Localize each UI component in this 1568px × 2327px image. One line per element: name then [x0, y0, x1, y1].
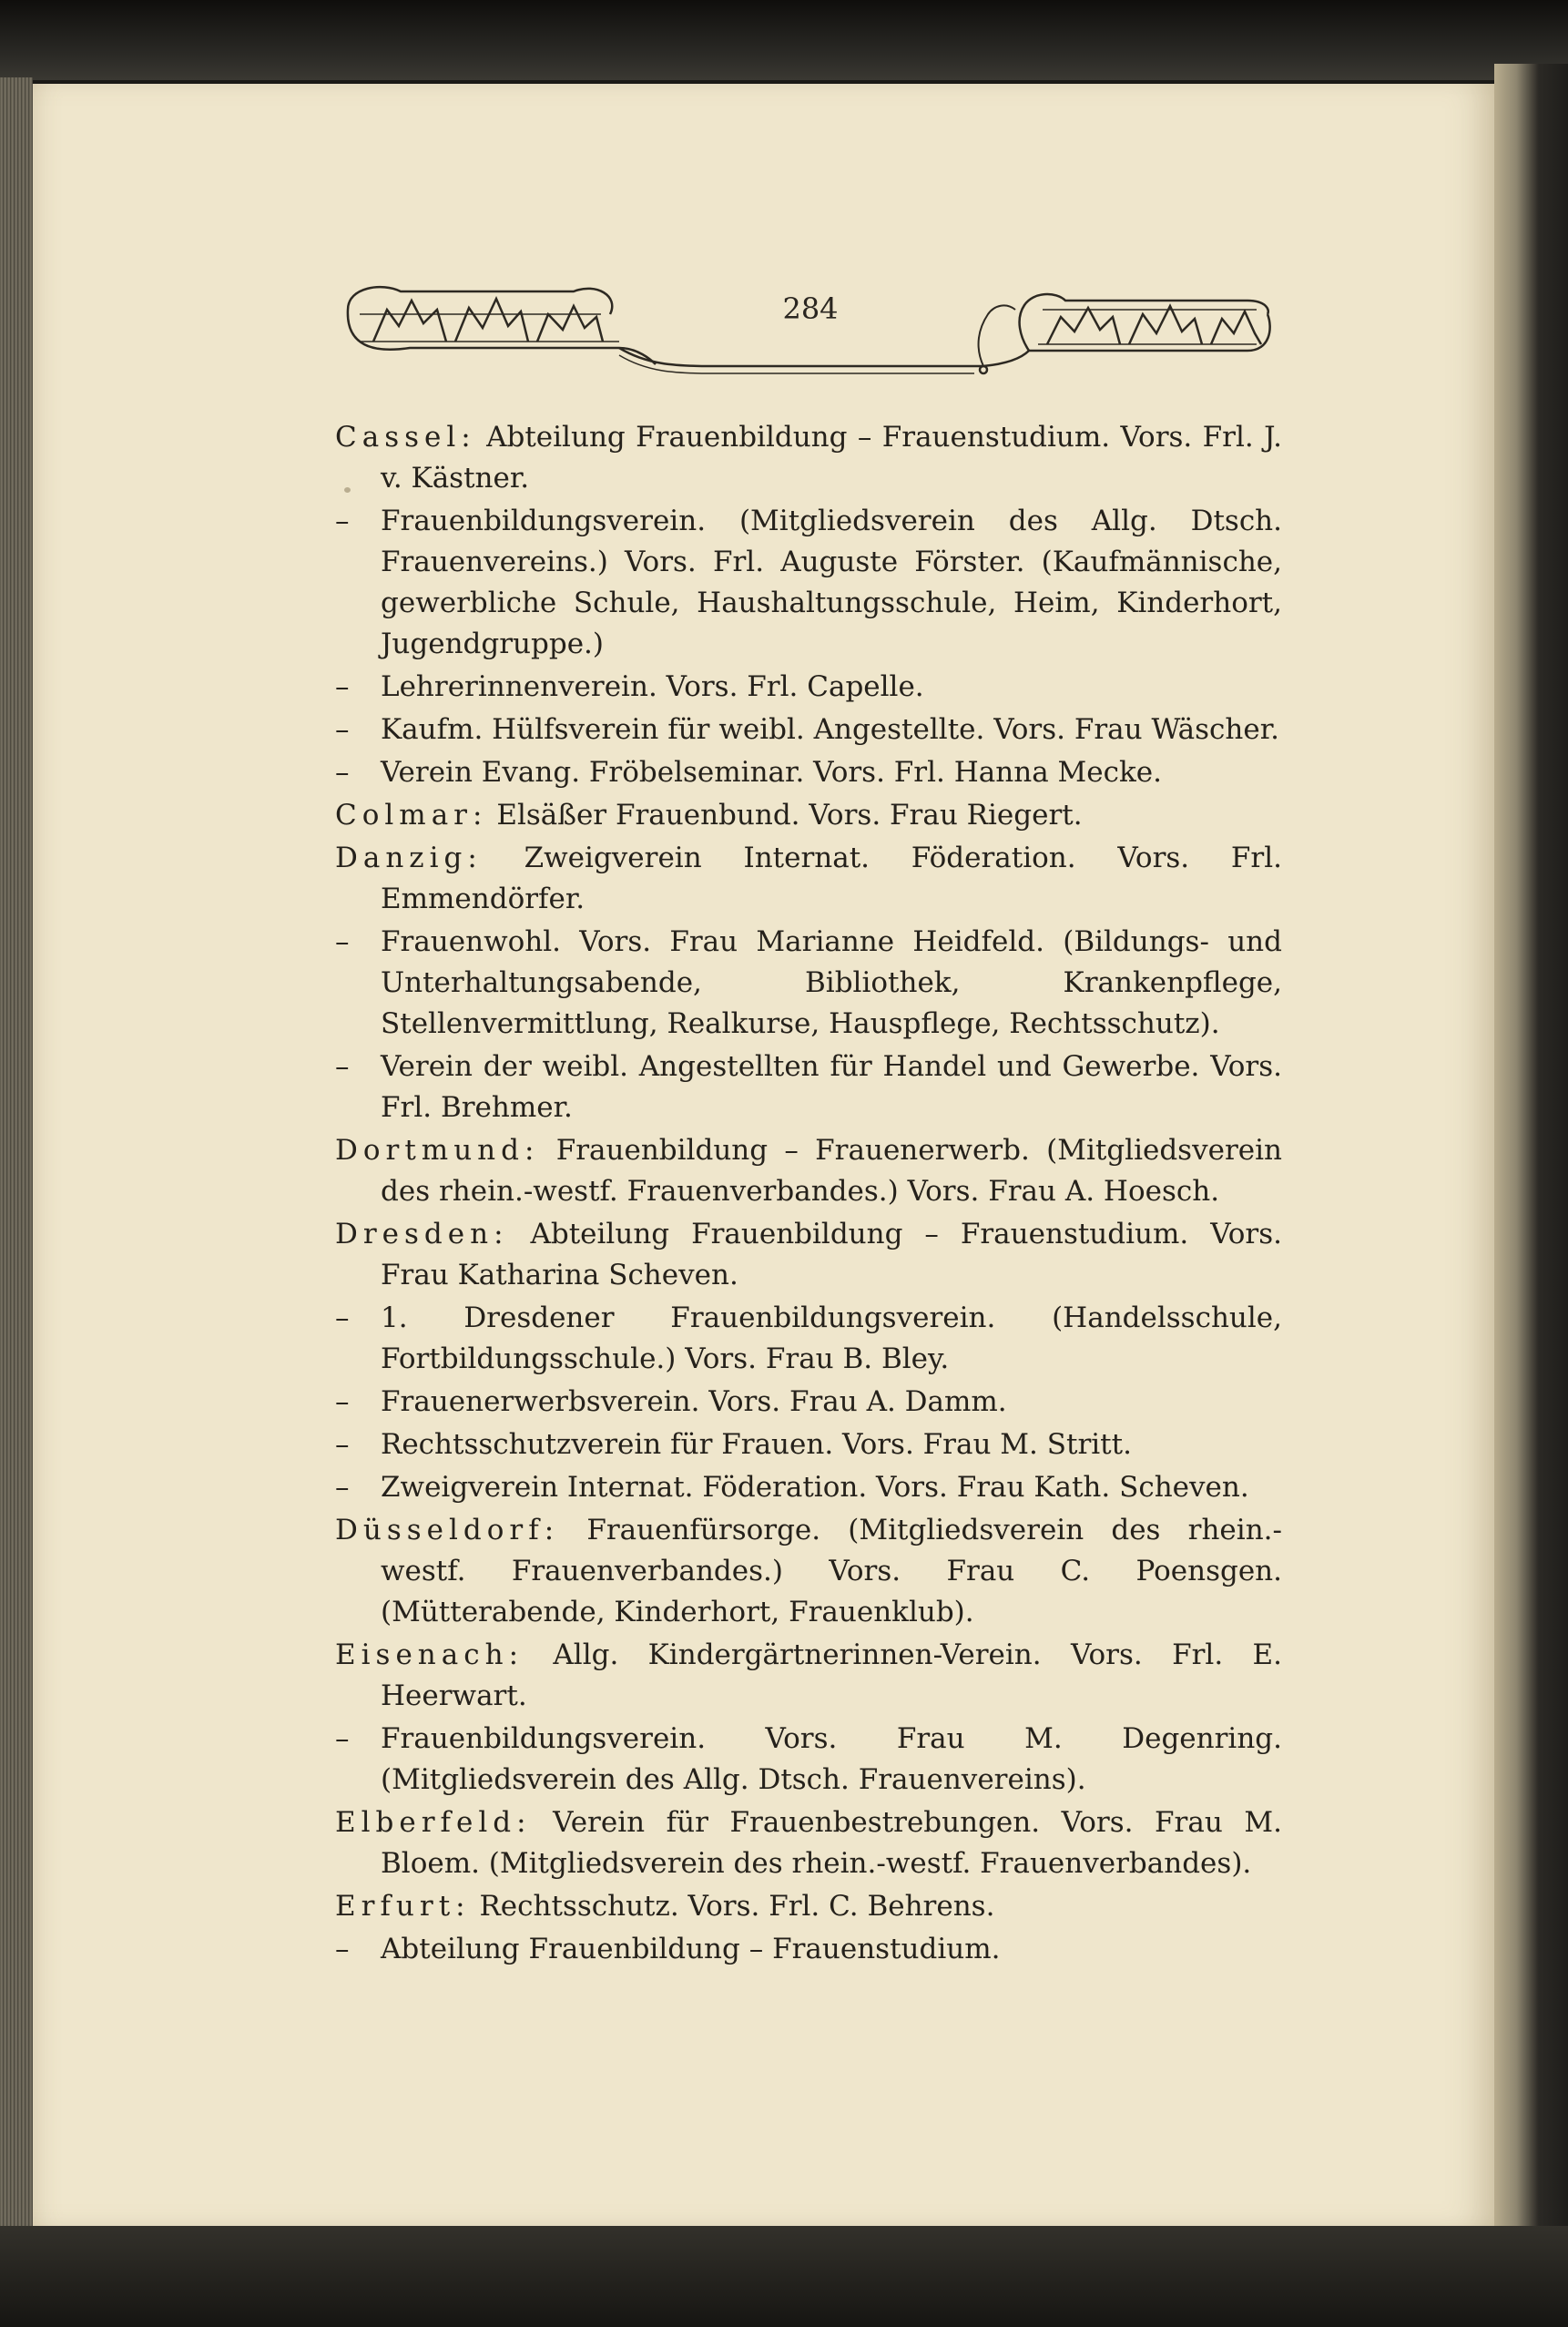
entry-sub	[335, 709, 1282, 750]
city-name: Eisenach:	[335, 1638, 524, 1671]
entry-sub	[335, 1382, 1282, 1423]
city-name: Düsseldorf:	[335, 1514, 560, 1546]
entry-text: Kaufm. Hülfsverein für weibl. Angestellte. Vors. Frau Wäscher.	[381, 713, 1279, 746]
entry-sub	[335, 1467, 1282, 1508]
page-number: 284	[782, 291, 839, 326]
city-name: Cassel:	[335, 421, 476, 454]
entry-duesseldorf	[335, 1510, 1282, 1633]
entry-text: Frauenbildungsverein. (Mitgliedsverein des Allg. Dtsch. Frauenvereins.) Vors. Frl. Auguste Förster. (Kaufmännische, gewerbliche Schule, Haushaltungsschule, Heim, Kinderhort, Jugendgruppe.)	[381, 505, 1282, 660]
entry-text: Allg. Kindergärtnerinnen-Verein. Vors. Frl. E. Heerwart.	[381, 1638, 1283, 1712]
entry-erfurt	[335, 1886, 1282, 1927]
page-stack-edge	[0, 77, 33, 2236]
entry-text: Zweigverein Internat. Föderation. Vors. Frau Kath. Scheven.	[381, 1471, 1249, 1504]
entry-text: Frauenerwerbsverein. Vors. Frau A. Damm.	[381, 1385, 1007, 1418]
entry-sub	[335, 501, 1282, 665]
entry-text: Frauenbildungsverein. Vors. Frau M. Degenring. (Mitgliedsverein des Allg. Dtsch. Frauenvereins).	[381, 1722, 1282, 1796]
entry-dresden	[335, 1214, 1282, 1296]
entry-sub	[335, 1929, 1282, 1970]
entry-text: Rechtsschutz. Vors. Frl. C. Behrens.	[479, 1890, 995, 1923]
entry-text: Abteilung Frauenbildung – Frauenstudium.	[381, 1933, 1001, 1965]
city-name: Dresden:	[335, 1218, 509, 1250]
book-binding-bottom	[0, 2226, 1568, 2327]
entry-text: 1. Dresdener Frauenbildungsverein. (Handelsschule, Fortbildungsschule.) Vors. Frau B. Bley.	[381, 1301, 1282, 1375]
entry-dortmund	[335, 1130, 1282, 1212]
entry-eisenach	[335, 1635, 1282, 1717]
entry-sub	[335, 1719, 1282, 1801]
entry-sub	[335, 1298, 1282, 1380]
entry-text: Frauenfürsorge. (Mitgliedsverein des rhein.-westf. Frauenverbandes.) Vors. Frau C. Poensgen. (Mütterabende, Kinderhort, Frauenklub).	[381, 1514, 1282, 1628]
entry-text: Elsäßer Frauenbund. Vors. Frau Riegert.	[496, 799, 1083, 832]
city-name: Erfurt:	[335, 1890, 471, 1923]
entry-cassel	[335, 417, 1282, 499]
entry-sub	[335, 667, 1282, 708]
city-name: Colmar:	[335, 799, 488, 832]
entry-text: Zweigverein Internat. Föderation. Vors. Frl. Emmendörfer.	[381, 842, 1283, 915]
entry-text: Abteilung Frauenbildung – Frauenstudium. Vors. Frau Katharina Scheven.	[381, 1218, 1282, 1291]
entry-sub	[335, 922, 1282, 1045]
entry-text: Lehrerinnenverein. Vors. Frl. Capelle.	[381, 670, 924, 703]
entry-text: Verein der weibl. Angestellten für Handel und Gewerbe. Vors. Frl. Brehmer.	[381, 1050, 1282, 1124]
entry-text: Verein für Frauenbestrebungen. Vors. Frau M. Bloem. (Mitgliedsverein des rhein.-westf. Frauenverbandes).	[381, 1806, 1282, 1880]
entry-sub	[335, 1424, 1282, 1465]
directory-listing	[335, 417, 1282, 1972]
book-spine-edge	[1494, 64, 1568, 2236]
entry-sub	[335, 752, 1282, 793]
entry-text: Verein Evang. Fröbelseminar. Vors. Frl. Hanna Mecke.	[381, 756, 1162, 789]
entry-elberfeld	[335, 1802, 1282, 1884]
page-header	[346, 273, 1275, 392]
entry-text: Frauenbildung – Frauenerwerb. (Mitgliedsverein des rhein.-westf. Frauenverbandes.) Vors. Frau A. Hoesch.	[381, 1134, 1282, 1208]
city-name: Elberfeld:	[335, 1806, 532, 1839]
entry-text: Rechtsschutzverein für Frauen. Vors. Frau M. Stritt.	[381, 1428, 1132, 1461]
entry-colmar	[335, 795, 1282, 836]
entry-text: Abteilung Frauenbildung – Frauenstudium. Vors. Frl. J. v. Kästner.	[381, 421, 1282, 495]
book-binding-top	[0, 0, 1568, 80]
city-name: Dortmund:	[335, 1134, 540, 1167]
entry-sub	[335, 1046, 1282, 1128]
entry-text: Frauenwohl. Vors. Frau Marianne Heidfeld. (Bildungs- und Unterhaltungsabende, Bibliothek, Krankenpflege, Stellenvermittlung, Realkurse, Hauspflege, Rechtsschutz).	[381, 925, 1282, 1040]
city-name: Danzig:	[335, 842, 483, 874]
entry-danzig	[335, 838, 1282, 920]
